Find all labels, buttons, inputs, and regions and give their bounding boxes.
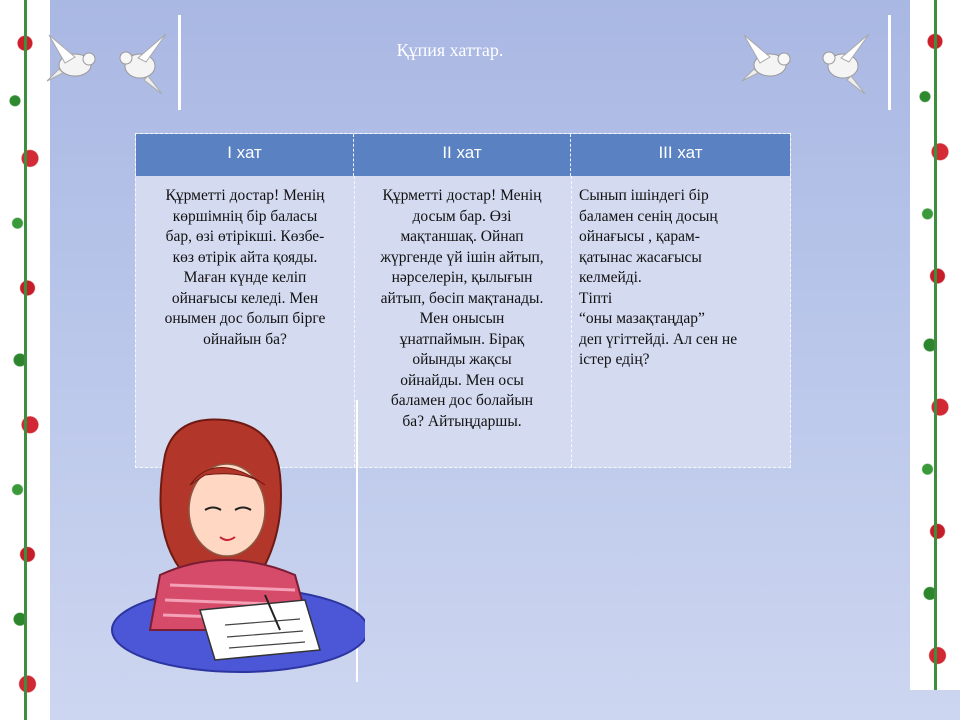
table-cell: Сынып ішіндегі бір баламен сенің досың ойнағысы , қарам- қатынас жасағысы келмейді. Тіпті “оны мазақтаңдар” деп үгіттейді. Ал сен не істер едің?	[579, 187, 738, 368]
table-cell: Құрметті достар! Менің досым бар. Өзі мақтаншақ. Ойнап жүргенде үй ішін айтып, нәрселерін, қылығын айтып, бөсіп мақтанады. Мен онысын ұнатпаймын. Бірақ ойынды жақсы ойнайды. Мен осы баламен дос болайын ба? Айтыңдаршы.	[380, 187, 544, 430]
table-header-cell: ІІ хат	[354, 134, 571, 176]
table-header	[136, 134, 790, 176]
divider-line	[178, 15, 181, 110]
flower-border-left	[0, 0, 50, 720]
slide-title: Құпия хаттар.	[396, 40, 504, 60]
dove-icon	[45, 25, 103, 95]
dove-icon	[740, 25, 798, 95]
table-cell: Құрметті достар! Менің көршімнің бір баласы бар, өзі өтірікші. Көзбе- көз өтірік айта қояды. Маған күнде келіп ойнағысы келеді. Мен онымен дос болып бірге ойнайын ба?	[164, 187, 326, 348]
table-header-cell: ІІІ хат	[658, 143, 703, 162]
writing-girl-illustration	[105, 415, 365, 675]
dove-icon	[815, 28, 873, 98]
flower-border-right	[910, 0, 960, 690]
divider-line	[888, 15, 891, 110]
dove-icon	[112, 28, 170, 98]
table-header-cell: І хат	[136, 134, 354, 176]
